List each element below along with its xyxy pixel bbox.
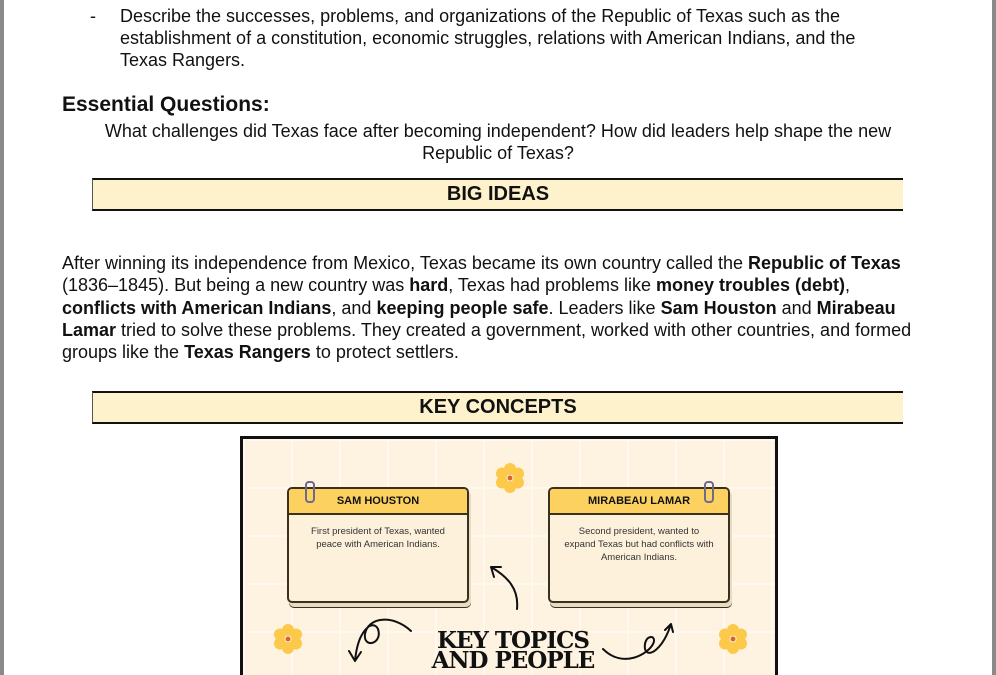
essential-questions-heading: Essential Questions: <box>62 93 270 116</box>
infographic-title: KEY TOPICS AND PEOPLE <box>431 627 595 674</box>
question-line: Republic of Texas? <box>422 143 574 163</box>
big-ideas-paragraph: After winning its independence from Mexico, Texas became its own country called the Republic of Texas (1836–1845). But being a new country was hard, Texas had problems like money troubles (debt), conflicts with American Indians, and keeping people safe. Leaders like Sam Houston and Mirabeau Lamar tried to solve these problems. They created a government, worked with other countries, and formed groups like the Texas Rangers to protect settlers. <box>62 253 912 363</box>
objective-line: Texas Rangers. <box>120 50 246 70</box>
key-concepts-header: KEY CONCEPTS <box>92 391 903 424</box>
card-title: MIRABEAU LAMAR <box>550 489 728 515</box>
card-text: Second president, wanted to expand Texas but had conflicts with American Indians. <box>564 526 714 563</box>
objective-text <box>120 5 855 71</box>
question-line: What challenges did Texas face after becoming independent? How did leaders help shape the new <box>104 121 892 141</box>
big-ideas-header: BIG IDEAS <box>92 178 903 211</box>
bullet-dash: - <box>90 6 96 26</box>
objective-line: establishment of a constitution, economic struggles, relations with American Indians, and the <box>120 28 856 48</box>
essential-questions-text <box>4 120 992 164</box>
card-title: SAM HOUSTON <box>289 489 467 515</box>
card-text: First president of Texas, wanted peace with American Indians. <box>311 526 445 550</box>
key-topics-infographic <box>240 436 778 675</box>
document-page <box>4 0 992 675</box>
objective-line: Describe the successes, problems, and organizations of the Republic of Texas such as the <box>120 6 841 26</box>
